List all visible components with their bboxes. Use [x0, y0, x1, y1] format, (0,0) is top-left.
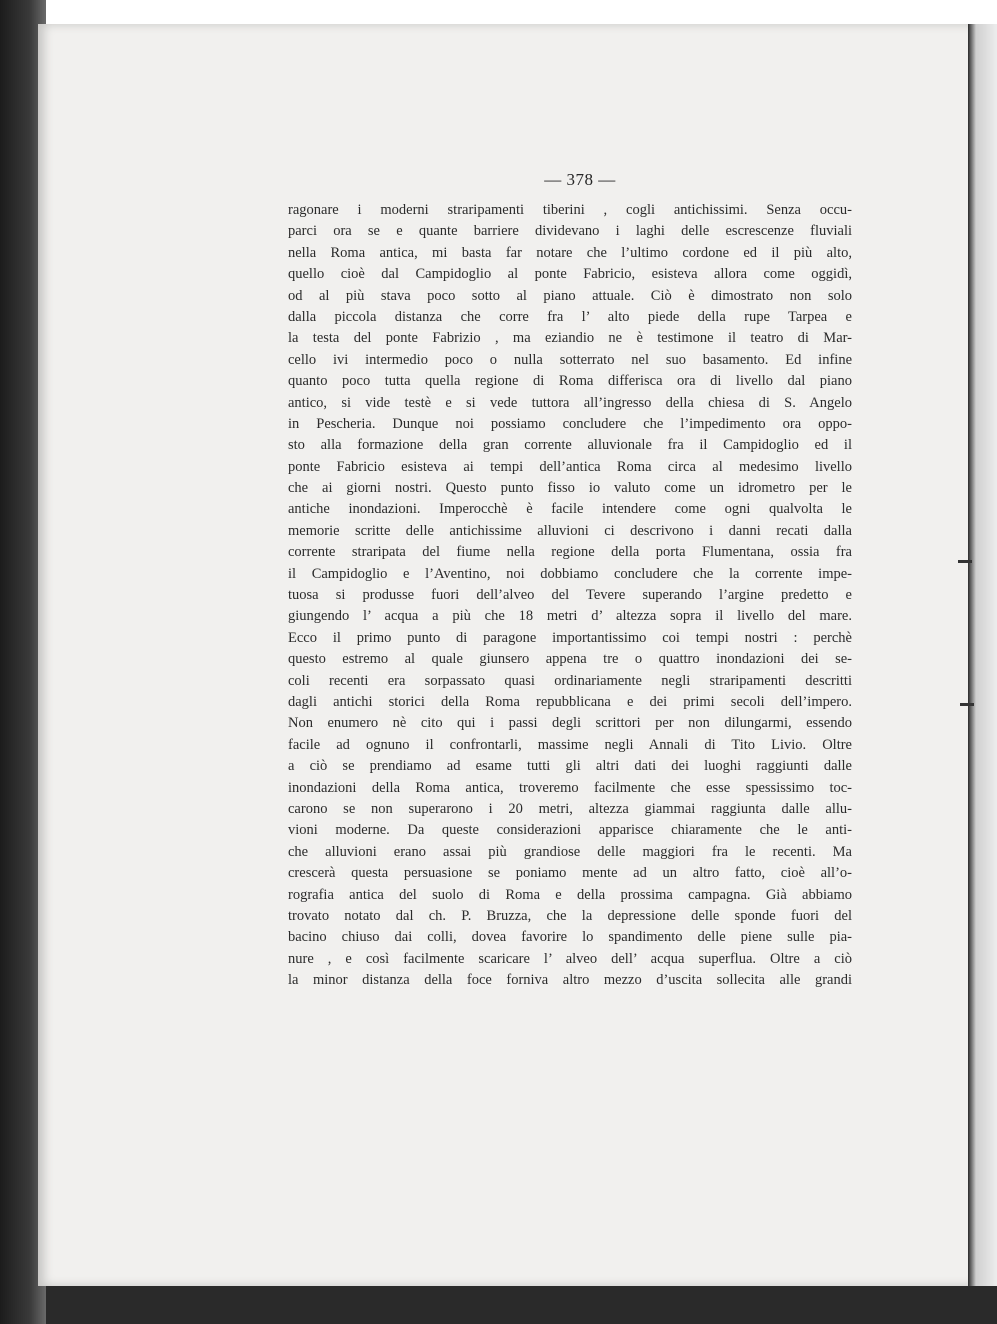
text-line: Ecco il primo punto di paragone importantissimo coi tempi nostri : perchè — [288, 629, 852, 646]
text-line: la minor distanza della foce forniva altro mezzo d’uscita sollecita alle grandi — [288, 972, 852, 989]
text-line: nure , e così facilmente scaricare l’ alveo dell’ acqua superflua. Oltre a ciò — [288, 950, 852, 967]
text-line: che ai giorni nostri. Questo punto fisso io valuto come un idrometro per le — [288, 480, 852, 497]
text-line: coli recenti era sorpassato quasi ordinariamente negli straripamenti descritti — [288, 672, 852, 689]
body-text — [288, 200, 852, 991]
text-line: giungendo l’ acqua a più che 18 metri d’ altezza sopra il livello del mare. — [288, 608, 852, 625]
text-line: carono se non superarono i 20 metri, altezza giammai raggiunta dalle allu- — [288, 800, 852, 817]
text-line: in Pescheria. Dunque noi possiamo concludere che l’impedimento ora oppo- — [288, 415, 852, 432]
text-line: sto alla formazione della gran corrente alluvionale fra il Campidoglio ed il — [288, 437, 852, 454]
text-line: quello cioè dal Campidoglio al ponte Fabricio, esisteva allora come oggidì, — [288, 266, 852, 283]
text-line: quanto poco tutta quella regione di Roma differisca ora di livello dal piano — [288, 373, 852, 390]
text-line: dalla piccola distanza che corre fra l’ alto piede della rupe Tarpea e — [288, 308, 852, 325]
text-line: che alluvioni erano assai più grandiose delle maggiori fra le recenti. Ma — [288, 843, 852, 860]
text-line: facile ad ognuno il confrontarli, massime negli Annali di Tito Livio. Oltre — [288, 736, 852, 753]
edge-mark — [958, 560, 972, 563]
text-line: tuosa si produsse fuori dell’alveo del Tevere superando l’argine predetto e — [288, 587, 852, 604]
edge-mark — [960, 703, 974, 706]
text-line: crescerà questa persuasione se poniamo mente ad un altro fatto, cioè all’o- — [288, 865, 852, 882]
text-line: dagli antichi storici della Roma repubblicana e dei primi secoli dell’impero. — [288, 693, 852, 710]
text-line: od al più stava poco sotto al piano attuale. Ciò è dimostrato non solo — [288, 287, 852, 304]
text-line: inondazioni della Roma antica, troveremo facilmente che esse spessissimo toc- — [288, 779, 852, 796]
text-line: ponte Fabricio esisteva ai tempi dell’antica Roma circa al medesimo livello — [288, 458, 852, 475]
text-line: antico, si vide testè e si vede tuttora all’ingresso della chiesa di S. Angelo — [288, 394, 852, 411]
text-line: antiche inondazioni. Imperocchè è facile intendere come ogni qualvolta le — [288, 501, 852, 518]
text-line: Non enumero nè cito qui i passi degli scrittori per non dilungarmi, essendo — [288, 715, 852, 732]
page-number-header: — 378 — — [544, 170, 616, 189]
text-line: nella Roma antica, mi basta far notare che l’ultimo cordone ed il più alto, — [288, 244, 852, 261]
page-right-edge — [968, 24, 997, 1286]
text-line: memorie scritte delle antichissime alluvioni ci descrivono i danni recati dalla — [288, 522, 852, 539]
text-line: ragonare i moderni straripamenti tiberini , cogli antichissimi. Senza occu- — [288, 202, 852, 218]
text-line: corrente straripata del fiume nella regione della porta Flumentana, ossia fra — [288, 544, 852, 561]
text-line: trovato notato dal ch. P. Bruzza, che la depressione delle sponde fuori del — [288, 907, 852, 924]
text-line: parci ora se e quante barriere dividevano i laghi delle escrescenze fluviali — [288, 223, 852, 240]
text-line: rografia antica del suolo di Roma e della prossima campagna. Già abbiamo — [288, 886, 852, 903]
text-line: questo estremo al quale giunsero appena tre o quattro inondazioni dei se- — [288, 651, 852, 668]
text-line: cello ivi intermedio poco o nulla sotterrato nel suo basamento. Ed infine — [288, 351, 852, 368]
text-line: bacino chiuso dai colli, dovea favorire lo spandimento delle piene sulle pia- — [288, 929, 852, 946]
text-line: il Campidoglio e l’Aventino, noi dobbiamo concludere che la corrente impe- — [288, 565, 852, 582]
text-line: la testa del ponte Fabrizio , ma eziandio ne è testimone il teatro di Mar- — [288, 330, 852, 347]
text-line: vioni moderne. Da queste considerazioni apparisce chiaramente che le anti- — [288, 822, 852, 839]
text-line: a ciò se prendiamo ad esame tutti gli altri dati dei luoghi raggiunti dalle — [288, 758, 852, 775]
